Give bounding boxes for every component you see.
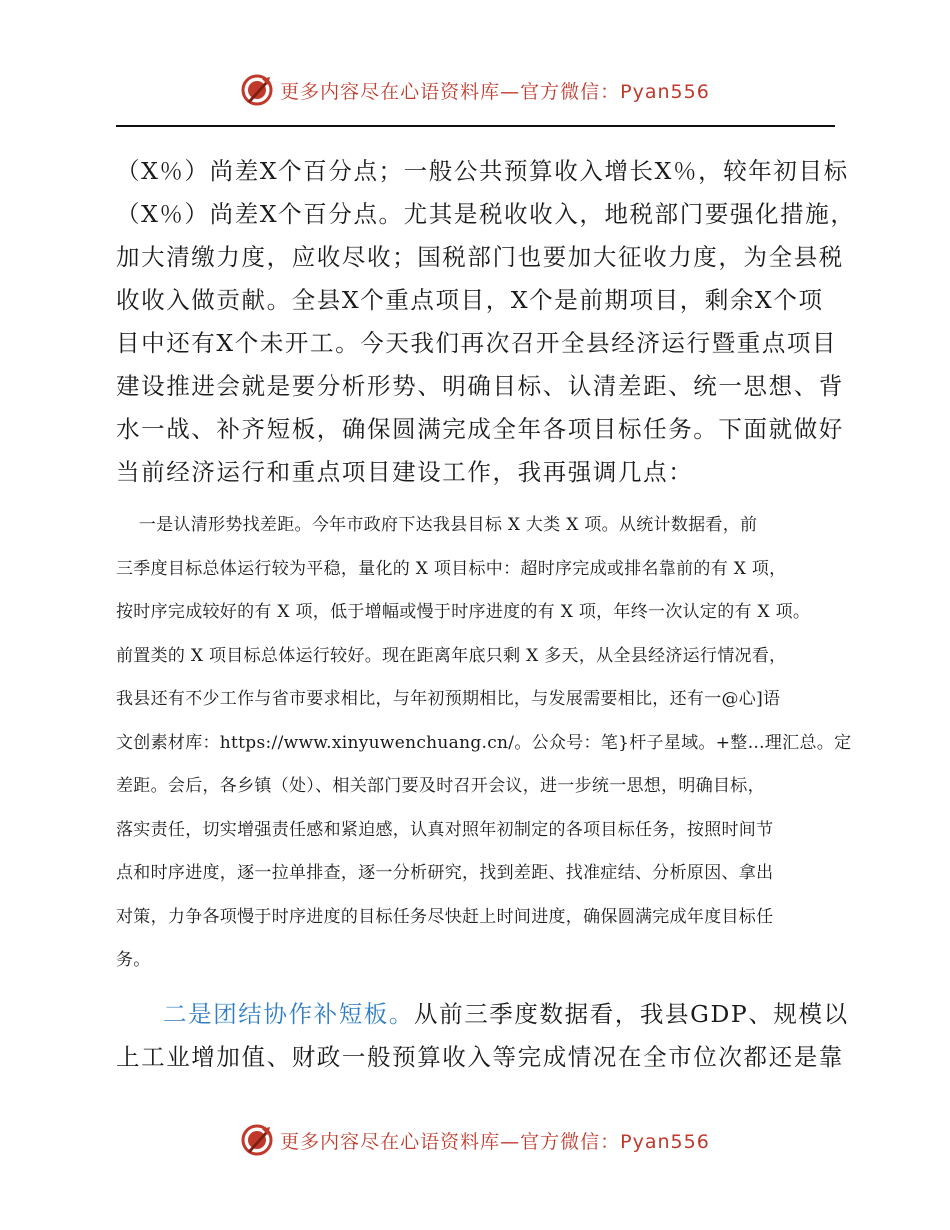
header-banner (0, 70, 950, 110)
paragraph-1-line: 收收入做贡献。全县X个重点项目，X个是前期项目，剩余X个项 (116, 286, 824, 314)
footer-banner-text: 更多内容尽在心语资料库—官方微信：Pyan556 (280, 1130, 710, 1153)
section-heading: 二是团结协作补短板。 (163, 999, 414, 1028)
paragraph-1-line: （X％）尚差X个百分点。尤其是税收收入，地税部门要强化措施， (116, 200, 856, 228)
paragraph-3-line (116, 993, 849, 1036)
paragraph-2-line: 差距。会后，各乡镇（处）、相关部门要及时召开会议，进一步统一思想，明确目标， (116, 776, 765, 796)
paragraph-2-line: 前置类的 X 项目标总体运行较好。现在距离年底只剩 X 多天，从全县经济运行情况看， (116, 645, 787, 666)
paragraph-2-line: 一是认清形势找差距。今年市政府下达我县目标 X 大类 X 项。从统计数据看，前 (116, 515, 758, 535)
paragraph-2-line: 文创素材库：https://www.xinyuwenchuang.cn/。公众号：笔}杆子星域。+整…理汇总。定 (116, 732, 852, 753)
paragraph-2-line: 按时序完成较好的有 X 项，低于增幅或慢于时序进度的有 X 项，年终一次认定的有 X 项。 (116, 602, 811, 622)
paragraph-2-line: 对策，力争各项慢于时序进度的目标任务尽快赶上时间进度，确保圆满完成年度目标任 (116, 906, 774, 927)
paragraph-3-line: 上工业增加值、财政一般预算收入等完成情况在全市位次都还是靠 (116, 1042, 844, 1071)
footer-banner (0, 1120, 950, 1160)
paragraph-1-line: 建设推进会就是要分析形势、明确目标、认清差距、统一思想、背 (116, 372, 844, 400)
paragraph-1-line: 当前经济运行和重点项目建设工作，我再强调几点： (116, 458, 694, 486)
paragraph-2-line: 务。 (116, 950, 151, 970)
paragraph-3-text: 从前三季度数据看，我县GDP、规模以 (414, 999, 849, 1028)
paragraph-2-line: 落实责任，切实增强责任感和紧迫感，认真对照年初制定的各项目标任务，按照时间节 (116, 819, 774, 840)
paragraph-1-line: 加大清缴力度，应收尽收；国税部门也要加大征收力度，为全县税 (116, 243, 844, 271)
paragraph-1-line: 水一战、补齐短板，确保圆满完成全年各项目标任务。下面就做好 (116, 415, 844, 443)
paragraph-2-line: 点和时序进度，逐一拉单排查，逐一分析研究，找到差距、找准症结、分析原因、拿出 (116, 863, 774, 883)
header-banner-text: 更多内容尽在心语资料库—官方微信：Pyan556 (280, 80, 710, 103)
paragraph-2-line: 我县还有不少工作与省市要求相比，与年初预期相比，与发展需要相比，还有一@心]语 (116, 689, 781, 709)
paragraph-1-line: 目中还有X个未开工。今天我们再次召开全县经济运行暨重点项目 (116, 329, 838, 357)
paragraph-1-line: （X％）尚差X个百分点；一般公共预算收入增长X％，较年初目标 (116, 157, 849, 185)
header-divider (116, 125, 835, 127)
quill-pen-seal-icon (240, 1123, 274, 1157)
quill-pen-seal-icon (240, 73, 274, 107)
document-body (116, 150, 856, 1079)
paragraph-2-line: 三季度目标总体运行较为平稳，量化的 X 项目标中：超时序完成或排名靠前的有 X 项， (116, 558, 787, 579)
